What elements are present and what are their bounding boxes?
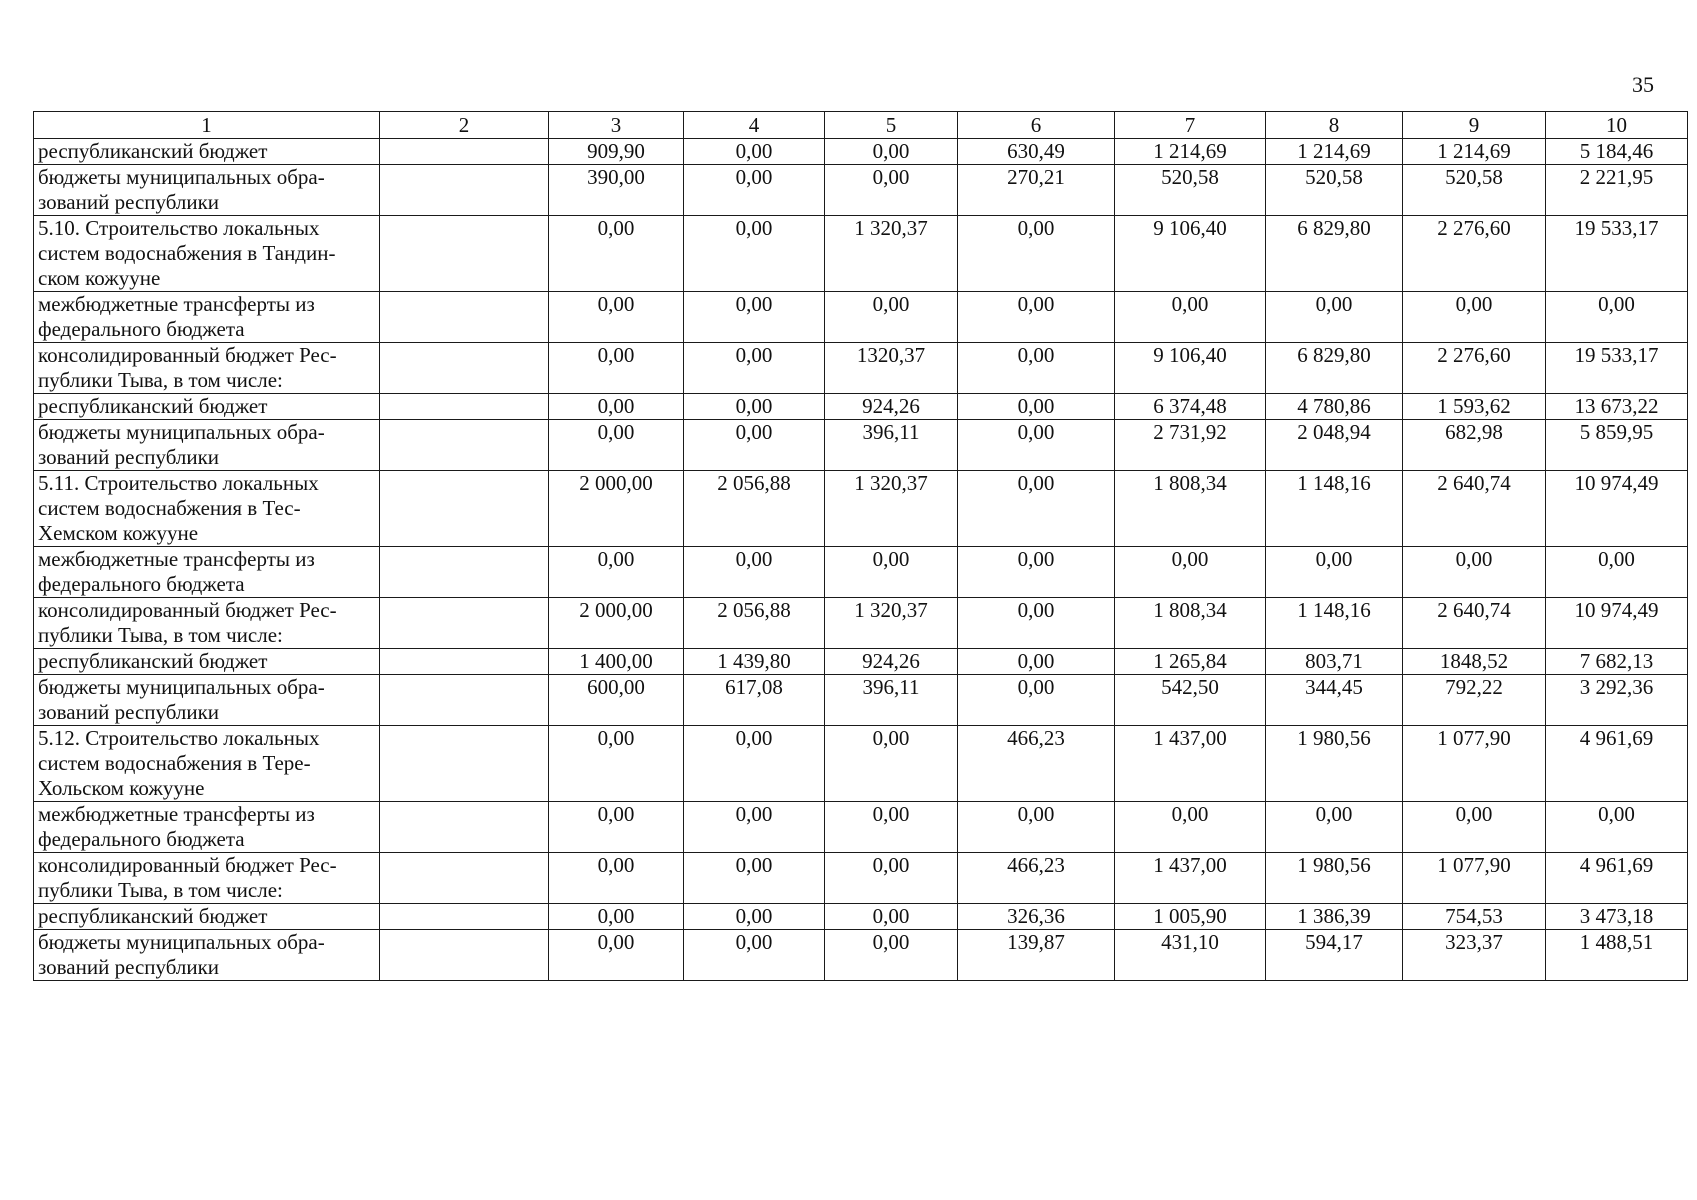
value-cell: 803,71 (1266, 649, 1403, 675)
value-cell: 520,58 (1115, 165, 1266, 216)
value-cell: 0,00 (958, 471, 1115, 547)
column-2-cell (380, 930, 549, 981)
table-row (34, 216, 1688, 292)
value-cell: 0,00 (684, 802, 825, 853)
row-label: консолидированный бюджет Рес-публики Тыва, в том числе: (34, 343, 380, 394)
value-cell: 1 148,16 (1266, 598, 1403, 649)
value-cell: 792,22 (1403, 675, 1546, 726)
column-header: 6 (958, 112, 1115, 139)
value-cell: 1 265,84 (1115, 649, 1266, 675)
value-cell: 9 106,40 (1115, 216, 1266, 292)
value-cell: 6 374,48 (1115, 394, 1266, 420)
value-cell: 0,00 (684, 216, 825, 292)
table-row (34, 394, 1688, 420)
value-cell: 1 437,00 (1115, 726, 1266, 802)
column-2-cell (380, 904, 549, 930)
row-label: консолидированный бюджет Рес-публики Тыва, в том числе: (34, 598, 380, 649)
value-cell: 1 980,56 (1266, 853, 1403, 904)
value-cell: 1 148,16 (1266, 471, 1403, 547)
column-header: 7 (1115, 112, 1266, 139)
value-cell: 0,00 (549, 420, 684, 471)
value-cell: 0,00 (825, 904, 958, 930)
value-cell: 344,45 (1266, 675, 1403, 726)
value-cell: 19 533,17 (1546, 343, 1688, 394)
column-header: 5 (825, 112, 958, 139)
value-cell: 1 005,90 (1115, 904, 1266, 930)
column-header: 9 (1403, 112, 1546, 139)
value-cell: 6 829,80 (1266, 216, 1403, 292)
value-cell: 326,36 (958, 904, 1115, 930)
value-cell: 0,00 (549, 930, 684, 981)
column-2-cell (380, 547, 549, 598)
column-header: 10 (1546, 112, 1688, 139)
value-cell: 1 386,39 (1266, 904, 1403, 930)
value-cell: 2 000,00 (549, 471, 684, 547)
row-label: 5.10. Строительство локальных систем водоснабжения в Тандин-ском кожууне (34, 216, 380, 292)
value-cell: 2 640,74 (1403, 471, 1546, 547)
value-cell: 0,00 (825, 853, 958, 904)
value-cell: 7 682,13 (1546, 649, 1688, 675)
column-2-cell (380, 165, 549, 216)
value-cell: 0,00 (1546, 292, 1688, 343)
value-cell: 0,00 (958, 420, 1115, 471)
column-number-row (34, 112, 1688, 139)
value-cell: 10 974,49 (1546, 598, 1688, 649)
value-cell: 909,90 (549, 139, 684, 165)
row-label: бюджеты муниципальных обра-зований республики (34, 420, 380, 471)
row-label: республиканский бюджет (34, 139, 380, 165)
row-label: бюджеты муниципальных обра-зований республики (34, 675, 380, 726)
value-cell: 6 829,80 (1266, 343, 1403, 394)
value-cell: 0,00 (1403, 292, 1546, 343)
value-cell: 0,00 (1403, 802, 1546, 853)
column-2-cell (380, 216, 549, 292)
value-cell: 2 731,92 (1115, 420, 1266, 471)
value-cell: 924,26 (825, 394, 958, 420)
table-row (34, 139, 1688, 165)
value-cell: 0,00 (958, 216, 1115, 292)
column-header: 2 (380, 112, 549, 139)
value-cell: 1320,37 (825, 343, 958, 394)
value-cell: 5 184,46 (1546, 139, 1688, 165)
value-cell: 0,00 (549, 802, 684, 853)
value-cell: 0,00 (684, 930, 825, 981)
value-cell: 0,00 (958, 547, 1115, 598)
value-cell: 0,00 (825, 726, 958, 802)
value-cell: 0,00 (1266, 547, 1403, 598)
row-label: бюджеты муниципальных обра-зований республики (34, 930, 380, 981)
table-row (34, 343, 1688, 394)
value-cell: 4 961,69 (1546, 726, 1688, 802)
value-cell: 0,00 (958, 394, 1115, 420)
column-2-cell (380, 471, 549, 547)
column-2-cell (380, 726, 549, 802)
value-cell: 0,00 (549, 904, 684, 930)
value-cell: 0,00 (549, 216, 684, 292)
value-cell: 1 439,80 (684, 649, 825, 675)
value-cell: 630,49 (958, 139, 1115, 165)
budget-table (33, 111, 1688, 981)
value-cell: 1 488,51 (1546, 930, 1688, 981)
value-cell: 1 320,37 (825, 471, 958, 547)
value-cell: 1 320,37 (825, 598, 958, 649)
value-cell: 0,00 (549, 726, 684, 802)
column-2-cell (380, 420, 549, 471)
value-cell: 0,00 (549, 853, 684, 904)
row-label: межбюджетные трансферты из федерального бюджета (34, 292, 380, 343)
value-cell: 682,98 (1403, 420, 1546, 471)
value-cell: 0,00 (958, 292, 1115, 343)
table-row (34, 292, 1688, 343)
value-cell: 1 980,56 (1266, 726, 1403, 802)
column-2-cell (380, 802, 549, 853)
column-2-cell (380, 394, 549, 420)
value-cell: 1 214,69 (1266, 139, 1403, 165)
table-row (34, 649, 1688, 675)
value-cell: 0,00 (684, 292, 825, 343)
value-cell: 0,00 (1403, 547, 1546, 598)
value-cell: 0,00 (958, 675, 1115, 726)
value-cell: 0,00 (825, 292, 958, 343)
value-cell: 0,00 (958, 343, 1115, 394)
row-label: республиканский бюджет (34, 904, 380, 930)
page-number: 35 (1632, 72, 1654, 97)
value-cell: 19 533,17 (1546, 216, 1688, 292)
value-cell: 0,00 (549, 292, 684, 343)
value-cell: 390,00 (549, 165, 684, 216)
value-cell: 0,00 (684, 853, 825, 904)
value-cell: 1 400,00 (549, 649, 684, 675)
value-cell: 754,53 (1403, 904, 1546, 930)
value-cell: 396,11 (825, 675, 958, 726)
value-cell: 0,00 (825, 165, 958, 216)
column-2-cell (380, 343, 549, 394)
value-cell: 1 808,34 (1115, 471, 1266, 547)
column-2-cell (380, 139, 549, 165)
row-label: республиканский бюджет (34, 649, 380, 675)
column-header: 8 (1266, 112, 1403, 139)
row-label: республиканский бюджет (34, 394, 380, 420)
value-cell: 1 808,34 (1115, 598, 1266, 649)
value-cell: 0,00 (684, 165, 825, 216)
value-cell: 0,00 (1546, 547, 1688, 598)
value-cell: 924,26 (825, 649, 958, 675)
value-cell: 2 000,00 (549, 598, 684, 649)
column-2-cell (380, 853, 549, 904)
value-cell: 0,00 (825, 139, 958, 165)
table-row (34, 598, 1688, 649)
column-2-cell (380, 292, 549, 343)
value-cell: 600,00 (549, 675, 684, 726)
value-cell: 542,50 (1115, 675, 1266, 726)
table-row (34, 726, 1688, 802)
value-cell: 1 593,62 (1403, 394, 1546, 420)
value-cell: 2 640,74 (1403, 598, 1546, 649)
value-cell: 2 048,94 (1266, 420, 1403, 471)
value-cell: 2 221,95 (1546, 165, 1688, 216)
value-cell: 396,11 (825, 420, 958, 471)
column-header: 4 (684, 112, 825, 139)
column-header: 3 (549, 112, 684, 139)
row-label: межбюджетные трансферты из федерального бюджета (34, 802, 380, 853)
value-cell: 466,23 (958, 726, 1115, 802)
column-2-cell (380, 675, 549, 726)
row-label: 5.11. Строительство локальных систем водоснабжения в Тес-Хемском кожууне (34, 471, 380, 547)
value-cell: 0,00 (1266, 292, 1403, 343)
value-cell: 0,00 (1546, 802, 1688, 853)
value-cell: 2 276,60 (1403, 216, 1546, 292)
value-cell: 520,58 (1403, 165, 1546, 216)
table-row (34, 853, 1688, 904)
value-cell: 0,00 (1115, 547, 1266, 598)
value-cell: 1 077,90 (1403, 726, 1546, 802)
value-cell: 1 214,69 (1115, 139, 1266, 165)
value-cell: 13 673,22 (1546, 394, 1688, 420)
value-cell: 0,00 (684, 726, 825, 802)
value-cell: 0,00 (825, 547, 958, 598)
value-cell: 0,00 (684, 547, 825, 598)
value-cell: 1 077,90 (1403, 853, 1546, 904)
row-label: межбюджетные трансферты из федерального бюджета (34, 547, 380, 598)
table-row (34, 420, 1688, 471)
value-cell: 0,00 (684, 904, 825, 930)
value-cell: 0,00 (549, 547, 684, 598)
value-cell: 2 056,88 (684, 598, 825, 649)
value-cell: 3 473,18 (1546, 904, 1688, 930)
table-row (34, 802, 1688, 853)
value-cell: 0,00 (958, 802, 1115, 853)
value-cell: 520,58 (1266, 165, 1403, 216)
value-cell: 431,10 (1115, 930, 1266, 981)
value-cell: 4 780,86 (1266, 394, 1403, 420)
value-cell: 3 292,36 (1546, 675, 1688, 726)
value-cell: 617,08 (684, 675, 825, 726)
value-cell: 270,21 (958, 165, 1115, 216)
value-cell: 0,00 (549, 394, 684, 420)
value-cell: 0,00 (684, 394, 825, 420)
value-cell: 2 276,60 (1403, 343, 1546, 394)
table-row (34, 675, 1688, 726)
value-cell: 9 106,40 (1115, 343, 1266, 394)
value-cell: 10 974,49 (1546, 471, 1688, 547)
row-label: 5.12. Строительство локальных систем водоснабжения в Тере-Хольском кожууне (34, 726, 380, 802)
column-2-cell (380, 598, 549, 649)
value-cell: 4 961,69 (1546, 853, 1688, 904)
value-cell: 2 056,88 (684, 471, 825, 547)
value-cell: 5 859,95 (1546, 420, 1688, 471)
value-cell: 0,00 (1115, 802, 1266, 853)
table-row (34, 547, 1688, 598)
value-cell: 1 437,00 (1115, 853, 1266, 904)
table-row (34, 165, 1688, 216)
value-cell: 1848,52 (1403, 649, 1546, 675)
value-cell: 0,00 (684, 343, 825, 394)
value-cell: 594,17 (1266, 930, 1403, 981)
row-label: бюджеты муниципальных обра-зований республики (34, 165, 380, 216)
table-row (34, 471, 1688, 547)
value-cell: 0,00 (958, 649, 1115, 675)
value-cell: 0,00 (825, 802, 958, 853)
value-cell: 466,23 (958, 853, 1115, 904)
value-cell: 0,00 (684, 420, 825, 471)
value-cell: 139,87 (958, 930, 1115, 981)
value-cell: 1 320,37 (825, 216, 958, 292)
table-row (34, 930, 1688, 981)
value-cell: 323,37 (1403, 930, 1546, 981)
value-cell: 0,00 (1266, 802, 1403, 853)
value-cell: 0,00 (684, 139, 825, 165)
value-cell: 0,00 (549, 343, 684, 394)
row-label: консолидированный бюджет Рес-публики Тыва, в том числе: (34, 853, 380, 904)
column-2-cell (380, 649, 549, 675)
column-header: 1 (34, 112, 380, 139)
value-cell: 0,00 (958, 598, 1115, 649)
value-cell: 1 214,69 (1403, 139, 1546, 165)
table-row (34, 904, 1688, 930)
value-cell: 0,00 (825, 930, 958, 981)
value-cell: 0,00 (1115, 292, 1266, 343)
